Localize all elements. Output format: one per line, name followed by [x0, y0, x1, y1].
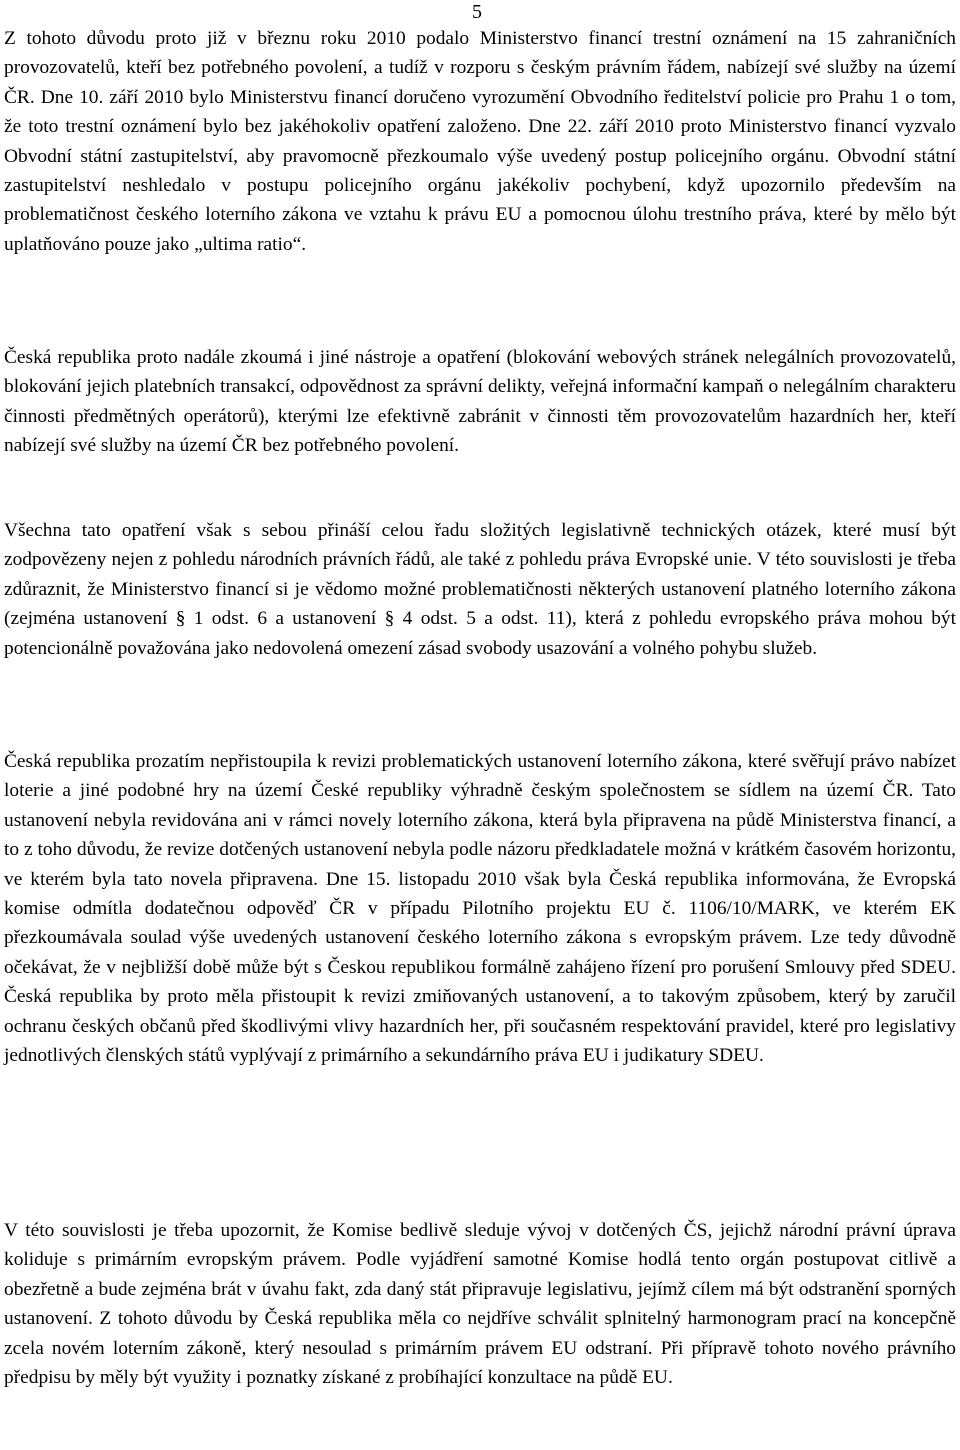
page-number: 5: [472, 1, 482, 23]
paragraph-commission-monitoring: V této souvislosti je třeba upozornit, že Komise bedlivě sleduje vývoj v dotčených ČS, jejichž národní právní úprava koliduje s primárním evropským právem. Podle vyjádření samotné Komise hodlá tento orgán postupovat citlivě a obezřetně a bude zejména brát v úvahu fakt, zda daný stát připravuje legislativu, jejímž cílem má být odstranění sporných ustanovení. Z tohoto důvodu by Česká republika měla co nejdříve schválit splnitelný harmonogram prací na koncepčně zcela novém loterním zákoně, který nesoulad s primárním právem EU odstraní. Při přípravě tohoto nového právního předpisu by měly být využity i poznatky získané z probíhající konzultace na půdě EU.: [4, 1220, 956, 1389]
paragraph-criminal-complaint: Z tohoto důvodu proto již v březnu roku 2010 podalo Ministerstvo financí trestní oznámení na 15 zahraničních provozovatelů, kteří bez potřebného povolení, a tudíž v rozporu s českým právním řádem, nabízejí své služby na území ČR. Dne 10. září 2010 bylo Ministerstvu financí doručeno vyrozumění Obvodního ředitelství policie pro Prahu 1 o tom, že toto trestní oznámení bylo bez jakéhokoliv opatření založeno. Dne 22. září 2010 proto Ministerstvo financí vyzvalo Obvodní státní zastupitelství, aby pravomocně přezkoumalo výše uvedený postup policejního orgánu. Obvodní státní zastupitelství neshledalo v postupu policejního orgánu jakékoliv pochybení, když upozornilo především na problematičnost českého loterního zákona ve vztahu k právu EU a pomocnou úlohu trestního práva, které by mělo být uplatňováno pouze jako „ultima ratio“.: [4, 28, 956, 255]
paragraph-revision-of-lottery-act: Česká republika prozatím nepřistoupila k revizi problematických ustanovení loterního zákona, které svěřují právo nabízet loterie a jiné podobné hry na území České republiky výhradně českým společnostem se sídlem na území ČR. Tato ustanovení nebyla revidována ani v rámci novely loterního zákona, která byla připravena na půdě Ministerstva financí, a to z toho důvodu, že revize dotčených ustanovení nebyla podle názoru předkladatele možná v krátkém časovém horizontu, ve kterém byla tato novela připravena. Dne 15. listopadu 2010 však byla Česká republika informována, že Evropská komise odmítla dodatečnou odpověď ČR v případu Pilotního projektu EU č. 1106/10/MARK, ve kterém EK přezkoumávala soulad výše uvedených ustanovení českého loterního zákona s evropským právem. Lze tedy důvodně očekávat, že v nejbližší době může být s Českou republikou formálně zahájeno řízení pro porušení Smlouvy před SDEU. Česká republika by proto měla přistoupit k revizi zmiňovaných ustanovení, a to takovým způsobem, který by zaručil ochranu českých občanů před škodlivými vlivy hazardních her, při současném respektování pravidel, které pro legislativy jednotlivých členských států vyplývají z primárního a sekundárního práva EU i judikatury SDEU.: [4, 751, 956, 1067]
paragraph-legislative-questions: Všechna tato opatření však s sebou přináší celou řadu složitých legislativně technických otázek, které musí být zodpovězeny nejen z pohledu národních právních řádů, ale také z pohledu práva Evropské unie. V této souvislosti je třeba zdůraznit, že Ministerstvo financí si je vědomo možné problematičnosti některých ustanovení platného loterního zákona (zejména ustanovení § 1 odst. 6 a ustanovení § 4 odst. 5 a odst. 11), která z pohledu evropského práva mohou být potencionálně považována jako nedovolená omezení zásad svobody usazování a volného pohybu služeb.: [4, 520, 956, 659]
paragraph-other-measures: Česká republika proto nadále zkoumá i jiné nástroje a opatření (blokování webových stránek nelegálních provozovatelů, blokování jejich platebních transakcí, odpovědnost za správní delikty, veřejná informační kampaň o nelegálním charakteru činnosti předmětných operátorů), kterými lze efektivně zabránit v činnosti těm provozovatelům hazardních her, kteří nabízejí své služby na území ČR bez potřebného povolení.: [4, 347, 956, 457]
